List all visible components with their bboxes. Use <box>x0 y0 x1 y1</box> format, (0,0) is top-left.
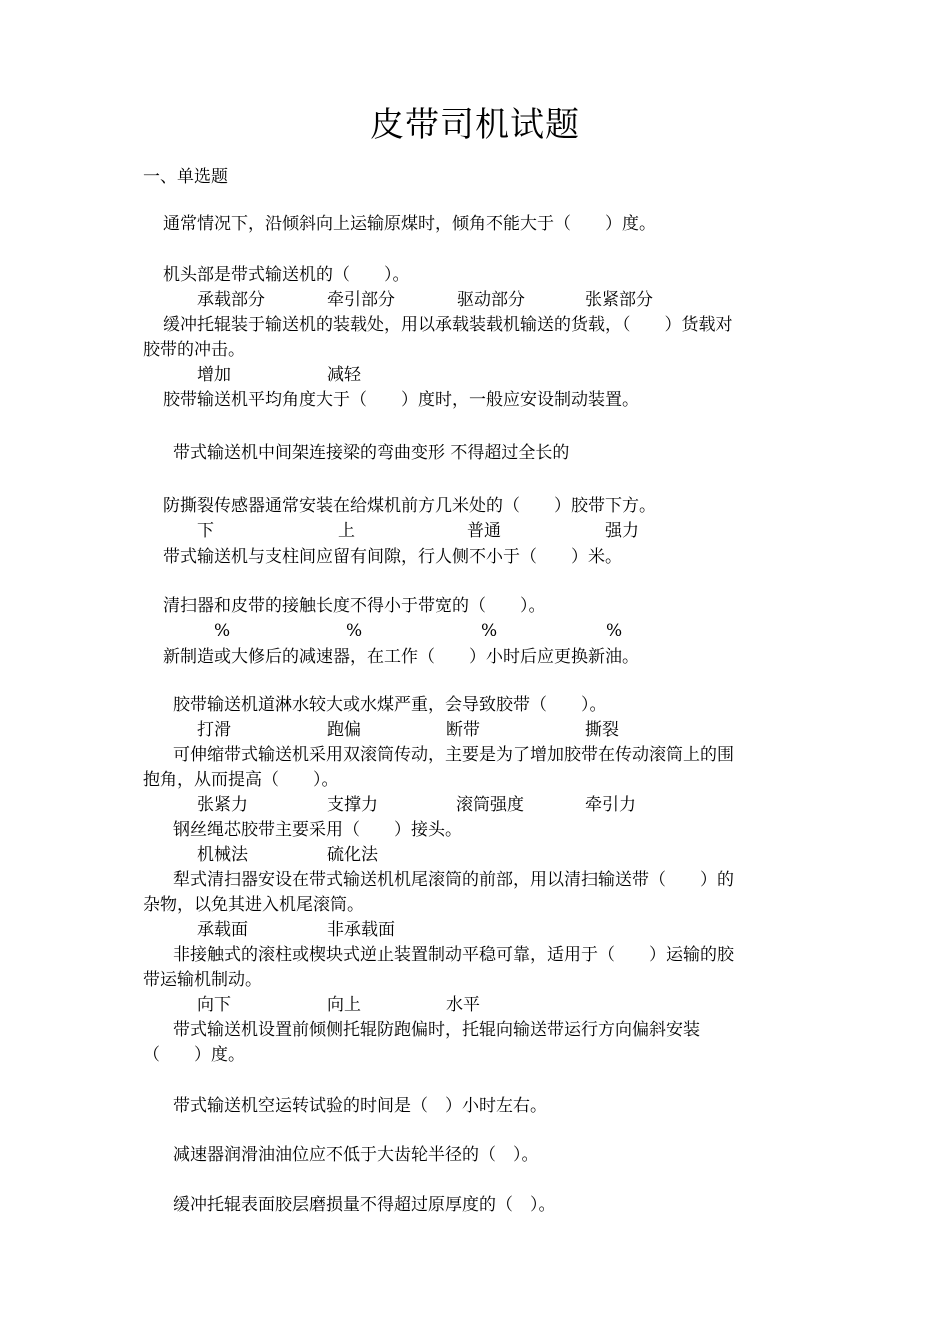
question-text-continued: 杂物，以免其进入机尾滚筒。 <box>143 895 364 915</box>
option-a: 打滑 <box>197 720 231 740</box>
question-text: 带式输送机空运转试验的时间是（ ）小时左右。 <box>173 1096 547 1116</box>
option-b: 减轻 <box>327 365 361 385</box>
question-text: 带式输送机中间架连接梁的弯曲变形 不得超过全长的 <box>173 443 570 463</box>
question-text: 钢丝绳芯胶带主要采用（ ）接头。 <box>173 820 462 840</box>
option-c: 水平 <box>446 995 480 1015</box>
option-c: 断带 <box>446 720 480 740</box>
question-text: 带式输送机设置前倾侧托辊防跑偏时，托辊向输送带运行方向偏斜安装 <box>173 1020 700 1040</box>
question-text: 通常情况下，沿倾斜向上运输原煤时，倾角不能大于（ ）度。 <box>163 214 656 234</box>
question-text: 可伸缩带式输送机采用双滚筒传动，主要是为了增加胶带在传动滚筒上的围 <box>173 745 734 765</box>
option-d: 强力 <box>605 521 639 541</box>
question-text-continued: 带运输机制动。 <box>143 970 262 990</box>
question-text-continued: 抱角，从而提高（ ）。 <box>143 770 339 790</box>
option-c: 普通 <box>467 521 501 541</box>
option-a: 增加 <box>197 365 231 385</box>
question-text: 新制造或大修后的减速器，在工作（ ）小时后应更换新油。 <box>163 647 639 667</box>
option-a: % <box>214 621 231 641</box>
question-text: 机头部是带式输送机的（ ）。 <box>163 265 410 285</box>
question-text: 胶带输送机平均角度大于（ ）度时，一般应安设制动装置。 <box>163 390 639 410</box>
option-b: 向上 <box>327 995 361 1015</box>
question-text: 减速器润滑油油位应不低于大齿轮半径的（ ）。 <box>173 1145 539 1165</box>
option-b: 跑偏 <box>327 720 361 740</box>
option-b: 支撑力 <box>327 795 378 815</box>
page-title: 皮带司机试题 <box>370 105 580 145</box>
question-text: 清扫器和皮带的接触长度不得小于带宽的（ ）。 <box>163 596 546 616</box>
option-a: 承载面 <box>197 920 248 940</box>
option-c: 驱动部分 <box>457 290 525 310</box>
option-b: 非承载面 <box>327 920 395 940</box>
question-text: 缓冲托辊装于输送机的装载处，用以承载装载机输送的货载，（ ）货载对 <box>163 315 733 335</box>
section-heading: 一、单选题 <box>143 167 228 187</box>
option-a: 张紧力 <box>197 795 248 815</box>
option-d: 牵引力 <box>585 795 636 815</box>
option-a: 向下 <box>197 995 231 1015</box>
option-c: % <box>481 621 498 641</box>
option-a: 下 <box>197 521 214 541</box>
option-b: 牵引部分 <box>327 290 395 310</box>
option-b: % <box>346 621 363 641</box>
question-text: 非接触式的滚柱或楔块式逆止装置制动平稳可靠，适用于（ ）运输的胶 <box>173 945 734 965</box>
option-b: 硫化法 <box>327 845 378 865</box>
question-text: 缓冲托辊表面胶层磨损量不得超过原厚度的（ ）。 <box>173 1195 556 1215</box>
option-a: 承载部分 <box>197 290 265 310</box>
question-text-continued: （ ）度。 <box>143 1045 245 1065</box>
option-c: 滚筒强度 <box>456 795 524 815</box>
question-text: 胶带输送机道淋水较大或水煤严重，会导致胶带（ ）。 <box>173 695 607 715</box>
option-d: % <box>606 621 623 641</box>
question-text: 带式输送机与支柱间应留有间隙，行人侧不小于（ ）米。 <box>163 547 622 567</box>
option-d: 张紧部分 <box>585 290 653 310</box>
question-text: 防撕裂传感器通常安装在给煤机前方几米处的（ ）胶带下方。 <box>163 496 656 516</box>
question-text: 犁式清扫器安设在带式输送机机尾滚筒的前部，用以清扫输送带（ ）的 <box>173 870 734 890</box>
option-b: 上 <box>338 521 355 541</box>
option-d: 撕裂 <box>585 720 619 740</box>
option-a: 机械法 <box>197 845 248 865</box>
question-text-continued: 胶带的冲击。 <box>143 340 245 360</box>
